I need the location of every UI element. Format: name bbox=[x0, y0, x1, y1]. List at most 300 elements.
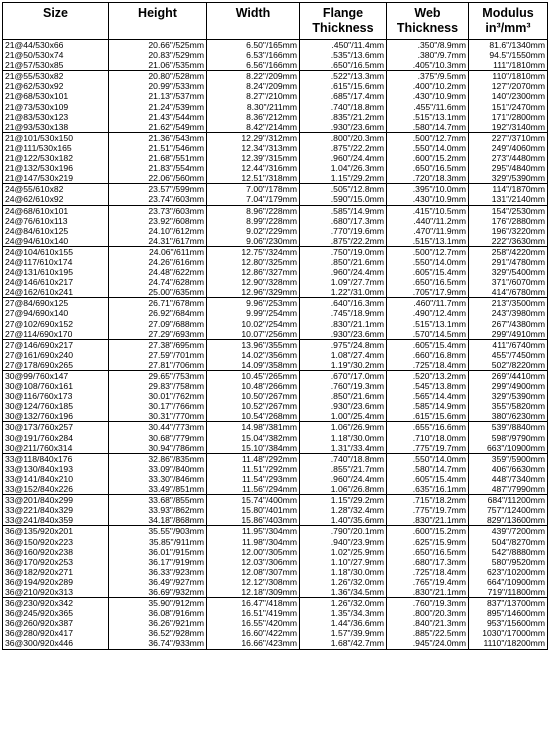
size-cell: 24@94/610x140 bbox=[3, 236, 109, 247]
height-cell: 34.18"/868mm bbox=[109, 515, 207, 526]
modulus-cell: 664"/10900mm bbox=[469, 577, 548, 587]
size-cell: 24@162/610x241 bbox=[3, 287, 109, 298]
flange-thickness-cell: 1.44"/36.6mm bbox=[300, 618, 387, 628]
table-row bbox=[3, 257, 548, 267]
flange-thickness-cell: .875"/22.2mm bbox=[300, 236, 387, 247]
web-thickness-cell: .515"/13.1mm bbox=[387, 319, 469, 329]
modulus-cell: 542"/8880mm bbox=[469, 547, 548, 557]
web-thickness-cell: .440"/11.2mm bbox=[387, 216, 469, 226]
header-height bbox=[109, 3, 207, 40]
size-cell: 33@141/840x210 bbox=[3, 474, 109, 484]
width-cell: 11.51"/292mm bbox=[207, 464, 300, 474]
height-cell: 33.49"/851mm bbox=[109, 484, 207, 495]
table-row bbox=[3, 371, 548, 382]
web-thickness-cell: .655"/16.6mm bbox=[387, 422, 469, 433]
size-cell: 21@44/530x66 bbox=[3, 40, 109, 51]
web-thickness-cell: .765"/19.4mm bbox=[387, 577, 469, 587]
height-cell: 23.74"/603mm bbox=[109, 194, 207, 205]
flange-thickness-cell: 1.09"/27.7mm bbox=[300, 277, 387, 287]
width-cell: 16.60"/422mm bbox=[207, 628, 300, 638]
web-thickness-cell: .430"/10.9mm bbox=[387, 91, 469, 101]
flange-thickness-cell: 1.15"/29.2mm bbox=[300, 173, 387, 184]
table-row bbox=[3, 226, 548, 236]
width-cell: 11.98"/304mm bbox=[207, 537, 300, 547]
flange-thickness-cell: .940"/23.9mm bbox=[300, 537, 387, 547]
size-cell: 30@173/760x257 bbox=[3, 422, 109, 433]
height-cell: 24.10"/612mm bbox=[109, 226, 207, 236]
flange-thickness-cell: .680"/17.3mm bbox=[300, 216, 387, 226]
modulus-cell: 114"/1870mm bbox=[469, 184, 548, 195]
table-row bbox=[3, 143, 548, 153]
flange-thickness-cell: 1.68"/42.7mm bbox=[300, 638, 387, 649]
web-thickness-cell: .705"/17.9mm bbox=[387, 287, 469, 298]
flange-thickness-cell: .850"/21.6mm bbox=[300, 257, 387, 267]
width-cell: 13.96"/355mm bbox=[207, 339, 300, 350]
height-cell: 20.99"/533mm bbox=[109, 81, 207, 91]
web-thickness-cell: .395"/10.0mm bbox=[387, 184, 469, 195]
flange-thickness-cell: .800"/20.3mm bbox=[300, 132, 387, 143]
height-cell: 21.13"/537mm bbox=[109, 91, 207, 101]
flange-thickness-cell: 1.10"/27.9mm bbox=[300, 557, 387, 567]
web-thickness-cell: .650"/16.5mm bbox=[387, 547, 469, 557]
flange-thickness-cell: .745"/18.9mm bbox=[300, 308, 387, 318]
modulus-cell: 504"/8270mm bbox=[469, 537, 548, 547]
modulus-cell: 757"/12400mm bbox=[469, 505, 548, 515]
web-thickness-cell: .430"/10.9mm bbox=[387, 194, 469, 205]
height-cell: 36.52"/928mm bbox=[109, 628, 207, 638]
modulus-cell: 94.5"/1550mm bbox=[469, 50, 548, 60]
width-cell: 12.00"/305mm bbox=[207, 547, 300, 557]
header-web-line1: Web bbox=[414, 6, 441, 20]
flange-thickness-cell: 1.18"/30.0mm bbox=[300, 433, 387, 443]
width-cell: 12.29"/312mm bbox=[207, 132, 300, 143]
flange-thickness-cell: .505"/12.8mm bbox=[300, 184, 387, 195]
size-cell: 27@178/690x265 bbox=[3, 360, 109, 371]
height-cell: 30.68"/779mm bbox=[109, 433, 207, 443]
web-thickness-cell: .490"/12.4mm bbox=[387, 308, 469, 318]
table-row bbox=[3, 267, 548, 277]
height-cell: 21.83"/554mm bbox=[109, 163, 207, 173]
table-row bbox=[3, 453, 548, 464]
size-cell: 33@201/840x299 bbox=[3, 495, 109, 506]
width-cell: 12.51"/318mm bbox=[207, 173, 300, 184]
table-body bbox=[3, 40, 548, 650]
modulus-cell: 1030"/17000mm bbox=[469, 628, 548, 638]
height-cell: 27.29"/693mm bbox=[109, 329, 207, 340]
modulus-cell: 227"/3710mm bbox=[469, 132, 548, 143]
beam-spec-table-container bbox=[2, 2, 547, 650]
width-cell: 16.66"/423mm bbox=[207, 638, 300, 649]
web-thickness-cell: .800"/20.3mm bbox=[387, 608, 469, 618]
height-cell: 26.71"/678mm bbox=[109, 298, 207, 309]
flange-thickness-cell: 1.57"/39.9mm bbox=[300, 628, 387, 638]
size-cell: 30@108/760x161 bbox=[3, 381, 109, 391]
size-cell: 36@280/920x417 bbox=[3, 628, 109, 638]
width-cell: 12.90"/328mm bbox=[207, 277, 300, 287]
modulus-cell: 171"/2800mm bbox=[469, 112, 548, 122]
height-cell: 30.44"/773mm bbox=[109, 422, 207, 433]
size-cell: 21@57/530x85 bbox=[3, 60, 109, 71]
web-thickness-cell: .715"/18.2mm bbox=[387, 495, 469, 506]
height-cell: 24.74"/628mm bbox=[109, 277, 207, 287]
flange-thickness-cell: .975"/24.8mm bbox=[300, 339, 387, 350]
modulus-cell: 411"/6740mm bbox=[469, 339, 548, 350]
size-cell: 36@170/920x253 bbox=[3, 557, 109, 567]
flange-thickness-cell: .960"/24.4mm bbox=[300, 267, 387, 277]
modulus-cell: 258"/4220mm bbox=[469, 246, 548, 257]
height-cell: 27.59"/701mm bbox=[109, 350, 207, 360]
modulus-cell: 140"/2300mm bbox=[469, 91, 548, 101]
size-cell: 24@131/610x195 bbox=[3, 267, 109, 277]
width-cell: 11.54"/293mm bbox=[207, 474, 300, 484]
table-row bbox=[3, 422, 548, 433]
modulus-cell: 295"/4840mm bbox=[469, 163, 548, 173]
web-thickness-cell: .550"/14.0mm bbox=[387, 143, 469, 153]
height-cell: 23.57"/599mm bbox=[109, 184, 207, 195]
size-cell: 27@114/690x170 bbox=[3, 329, 109, 340]
width-cell: 12.44"/316mm bbox=[207, 163, 300, 173]
size-cell: 27@84/690x125 bbox=[3, 298, 109, 309]
size-cell: 21@62/530x92 bbox=[3, 81, 109, 91]
flange-thickness-cell: 1.28"/32.4mm bbox=[300, 505, 387, 515]
size-cell: 21@93/530x138 bbox=[3, 122, 109, 133]
height-cell: 30.01"/762mm bbox=[109, 391, 207, 401]
table-row bbox=[3, 277, 548, 287]
web-thickness-cell: .580"/14.7mm bbox=[387, 122, 469, 133]
modulus-cell: 329"/5400mm bbox=[469, 267, 548, 277]
size-cell: 36@182/920x271 bbox=[3, 567, 109, 577]
size-cell: 21@122/530x182 bbox=[3, 153, 109, 163]
table-row bbox=[3, 205, 548, 216]
height-cell: 35.85"/911mm bbox=[109, 537, 207, 547]
flange-thickness-cell: 1.22"/31.0mm bbox=[300, 287, 387, 298]
height-cell: 26.92"/684mm bbox=[109, 308, 207, 318]
table-row bbox=[3, 50, 548, 60]
size-cell: 24@117/610x174 bbox=[3, 257, 109, 267]
table-row bbox=[3, 350, 548, 360]
height-cell: 36.01"/915mm bbox=[109, 547, 207, 557]
height-cell: 36.74"/933mm bbox=[109, 638, 207, 649]
web-thickness-cell: .680"/17.3mm bbox=[387, 557, 469, 567]
height-cell: 20.83"/529mm bbox=[109, 50, 207, 60]
table-row bbox=[3, 381, 548, 391]
table-row bbox=[3, 598, 548, 609]
modulus-cell: 719"/11800mm bbox=[469, 587, 548, 598]
size-cell: 24@104/610x155 bbox=[3, 246, 109, 257]
web-thickness-cell: .840"/21.3mm bbox=[387, 618, 469, 628]
width-cell: 10.54"/268mm bbox=[207, 411, 300, 422]
web-thickness-cell: .710"/18.0mm bbox=[387, 433, 469, 443]
width-cell: 9.02"/229mm bbox=[207, 226, 300, 236]
table-row bbox=[3, 495, 548, 506]
size-cell: 30@116/760x173 bbox=[3, 391, 109, 401]
table-row bbox=[3, 112, 548, 122]
web-thickness-cell: .580"/14.7mm bbox=[387, 464, 469, 474]
height-cell: 32.86"/835mm bbox=[109, 453, 207, 464]
height-cell: 22.06"/560mm bbox=[109, 173, 207, 184]
flange-thickness-cell: .685"/17.4mm bbox=[300, 91, 387, 101]
table-row bbox=[3, 360, 548, 371]
table-row bbox=[3, 618, 548, 628]
modulus-cell: 154"/2530mm bbox=[469, 205, 548, 216]
table-row bbox=[3, 474, 548, 484]
size-cell: 21@101/530x150 bbox=[3, 132, 109, 143]
size-cell: 33@241/840x359 bbox=[3, 515, 109, 526]
modulus-cell: 371"/6070mm bbox=[469, 277, 548, 287]
table-row bbox=[3, 122, 548, 133]
table-row bbox=[3, 132, 548, 143]
table-row bbox=[3, 577, 548, 587]
size-cell: 21@55/530x82 bbox=[3, 71, 109, 82]
web-thickness-cell: .550"/14.0mm bbox=[387, 257, 469, 267]
flange-thickness-cell: 1.26"/32.0mm bbox=[300, 577, 387, 587]
height-cell: 36.49"/927mm bbox=[109, 577, 207, 587]
size-cell: 33@118/840x176 bbox=[3, 453, 109, 464]
header-size-label: Size bbox=[42, 6, 68, 20]
table-row bbox=[3, 443, 548, 454]
height-cell: 24.26"/616mm bbox=[109, 257, 207, 267]
modulus-cell: 329"/5390mm bbox=[469, 391, 548, 401]
size-cell: 21@111/530x165 bbox=[3, 143, 109, 153]
size-cell: 33@221/840x329 bbox=[3, 505, 109, 515]
table-row bbox=[3, 60, 548, 71]
size-cell: 24@62/610x92 bbox=[3, 194, 109, 205]
modulus-cell: 273"/4480mm bbox=[469, 153, 548, 163]
table-row bbox=[3, 557, 548, 567]
web-thickness-cell: .650"/16.5mm bbox=[387, 277, 469, 287]
height-cell: 35.55"/903mm bbox=[109, 526, 207, 537]
height-cell: 33.30"/846mm bbox=[109, 474, 207, 484]
modulus-cell: 487"/7990mm bbox=[469, 484, 548, 495]
table-row bbox=[3, 587, 548, 598]
size-cell: 33@130/840x193 bbox=[3, 464, 109, 474]
height-cell: 36.26"/921mm bbox=[109, 618, 207, 628]
web-thickness-cell: .830"/21.1mm bbox=[387, 587, 469, 598]
modulus-cell: 663"/10900mm bbox=[469, 443, 548, 454]
width-cell: 11.48"/292mm bbox=[207, 453, 300, 464]
height-cell: 20.66"/525mm bbox=[109, 40, 207, 51]
flange-thickness-cell: 1.40"/35.6mm bbox=[300, 515, 387, 526]
width-cell: 8.42"/214mm bbox=[207, 122, 300, 133]
modulus-cell: 299"/4910mm bbox=[469, 329, 548, 340]
flange-thickness-cell: 1.04"/26.3mm bbox=[300, 163, 387, 173]
web-thickness-cell: .400"/10.2mm bbox=[387, 81, 469, 91]
modulus-cell: 196"/3220mm bbox=[469, 226, 548, 236]
web-thickness-cell: .605"/15.4mm bbox=[387, 267, 469, 277]
modulus-cell: 539"/8840mm bbox=[469, 422, 548, 433]
table-row bbox=[3, 638, 548, 649]
flange-thickness-cell: .590"/15.0mm bbox=[300, 194, 387, 205]
height-cell: 33.93"/862mm bbox=[109, 505, 207, 515]
width-cell: 12.80"/325mm bbox=[207, 257, 300, 267]
width-cell: 7.04"/179mm bbox=[207, 194, 300, 205]
flange-thickness-cell: .740"/18.8mm bbox=[300, 102, 387, 112]
width-cell: 11.56"/294mm bbox=[207, 484, 300, 495]
size-cell: 24@76/610x113 bbox=[3, 216, 109, 226]
header-flange-line2: Thickness bbox=[312, 21, 374, 35]
table-row bbox=[3, 547, 548, 557]
size-cell: 36@260/920x387 bbox=[3, 618, 109, 628]
web-thickness-cell: .605"/15.4mm bbox=[387, 339, 469, 350]
width-cell: 12.03"/306mm bbox=[207, 557, 300, 567]
size-cell: 36@150/920x223 bbox=[3, 537, 109, 547]
height-cell: 20.80"/528mm bbox=[109, 71, 207, 82]
flange-thickness-cell: .875"/22.2mm bbox=[300, 143, 387, 153]
header-height-label: Height bbox=[138, 6, 177, 20]
size-cell: 21@68/530x101 bbox=[3, 91, 109, 101]
modulus-cell: 355"/5820mm bbox=[469, 401, 548, 411]
flange-thickness-cell: .960"/24.4mm bbox=[300, 153, 387, 163]
size-cell: 36@135/920x201 bbox=[3, 526, 109, 537]
web-thickness-cell: .455"/11.6mm bbox=[387, 102, 469, 112]
height-cell: 33.09"/840mm bbox=[109, 464, 207, 474]
modulus-cell: 267"/4380mm bbox=[469, 319, 548, 329]
web-thickness-cell: .635"/16.1mm bbox=[387, 484, 469, 495]
height-cell: 23.92"/608mm bbox=[109, 216, 207, 226]
flange-thickness-cell: .770"/19.6mm bbox=[300, 226, 387, 236]
width-cell: 12.18"/309mm bbox=[207, 587, 300, 598]
web-thickness-cell: .515"/13.1mm bbox=[387, 112, 469, 122]
flange-thickness-cell: 1.15"/29.2mm bbox=[300, 495, 387, 506]
width-cell: 12.86"/327mm bbox=[207, 267, 300, 277]
modulus-cell: 176"/2880mm bbox=[469, 216, 548, 226]
web-thickness-cell: .720"/18.3mm bbox=[387, 173, 469, 184]
web-thickness-cell: .565"/14.4mm bbox=[387, 391, 469, 401]
modulus-cell: 895"/14600mm bbox=[469, 608, 548, 618]
width-cell: 14.02"/356mm bbox=[207, 350, 300, 360]
flange-thickness-cell: .740"/18.8mm bbox=[300, 453, 387, 464]
web-thickness-cell: .515"/13.1mm bbox=[387, 236, 469, 247]
height-cell: 36.17"/919mm bbox=[109, 557, 207, 567]
modulus-cell: 502"/8220mm bbox=[469, 360, 548, 371]
header-flange-line1: Flange bbox=[322, 6, 364, 20]
modulus-cell: 222"/3630mm bbox=[469, 236, 548, 247]
table-row bbox=[3, 173, 548, 184]
web-thickness-cell: .415"/10.5mm bbox=[387, 205, 469, 216]
size-cell: 21@50/530x74 bbox=[3, 50, 109, 60]
size-cell: 27@161/690x240 bbox=[3, 350, 109, 360]
size-cell: 30@132/760x196 bbox=[3, 411, 109, 422]
header-modulus-line1: Modulus bbox=[482, 6, 534, 20]
size-cell: 27@94/690x140 bbox=[3, 308, 109, 318]
modulus-cell: 131"/2140mm bbox=[469, 194, 548, 205]
size-cell: 24@68/610x101 bbox=[3, 205, 109, 216]
size-cell: 36@300/920x446 bbox=[3, 638, 109, 649]
width-cell: 9.96"/253mm bbox=[207, 298, 300, 309]
modulus-cell: 329"/5390mm bbox=[469, 173, 548, 184]
table-row bbox=[3, 319, 548, 329]
flange-thickness-cell: 1.00"/25.4mm bbox=[300, 411, 387, 422]
height-cell: 27.09"/688mm bbox=[109, 319, 207, 329]
width-cell: 10.45"/265mm bbox=[207, 371, 300, 382]
table-row bbox=[3, 391, 548, 401]
flange-thickness-cell: 1.18"/30.0mm bbox=[300, 567, 387, 577]
beam-spec-table bbox=[2, 2, 548, 650]
header-web-thickness bbox=[387, 3, 469, 40]
size-cell: 30@99/760x147 bbox=[3, 371, 109, 382]
web-thickness-cell: .570"/14.5mm bbox=[387, 329, 469, 340]
flange-thickness-cell: .750"/19.0mm bbox=[300, 246, 387, 257]
web-thickness-cell: .550"/14.0mm bbox=[387, 453, 469, 464]
size-cell: 21@132/530x196 bbox=[3, 163, 109, 173]
table-row bbox=[3, 153, 548, 163]
modulus-cell: 243"/3980mm bbox=[469, 308, 548, 318]
height-cell: 36.08"/916mm bbox=[109, 608, 207, 618]
width-cell: 15.80"/401mm bbox=[207, 505, 300, 515]
web-thickness-cell: .350"/8.9mm bbox=[387, 40, 469, 51]
width-cell: 12.75"/324mm bbox=[207, 246, 300, 257]
flange-thickness-cell: .585"/14.9mm bbox=[300, 205, 387, 216]
modulus-cell: 299"/4900mm bbox=[469, 381, 548, 391]
width-cell: 10.48"/266mm bbox=[207, 381, 300, 391]
web-thickness-cell: .775"/19.7mm bbox=[387, 443, 469, 454]
modulus-cell: 455"/7450mm bbox=[469, 350, 548, 360]
height-cell: 21.06"/535mm bbox=[109, 60, 207, 71]
table-row bbox=[3, 339, 548, 350]
flange-thickness-cell: .850"/21.6mm bbox=[300, 391, 387, 401]
height-cell: 29.65"/753mm bbox=[109, 371, 207, 382]
height-cell: 27.81"/706mm bbox=[109, 360, 207, 371]
flange-thickness-cell: .760"/19.3mm bbox=[300, 381, 387, 391]
modulus-cell: 953"/15600mm bbox=[469, 618, 548, 628]
width-cell: 11.95"/304mm bbox=[207, 526, 300, 537]
width-cell: 12.39"/315mm bbox=[207, 153, 300, 163]
height-cell: 30.31"/770mm bbox=[109, 411, 207, 422]
web-thickness-cell: .615"/15.6mm bbox=[387, 411, 469, 422]
flange-thickness-cell: 1.19"/30.2mm bbox=[300, 360, 387, 371]
size-cell: 27@146/690x217 bbox=[3, 339, 109, 350]
width-cell: 6.50"/165mm bbox=[207, 40, 300, 51]
width-cell: 15.86"/403mm bbox=[207, 515, 300, 526]
modulus-cell: 380"/6230mm bbox=[469, 411, 548, 422]
height-cell: 24.48"/622mm bbox=[109, 267, 207, 277]
web-thickness-cell: .725"/18.4mm bbox=[387, 567, 469, 577]
modulus-cell: 837"/13700mm bbox=[469, 598, 548, 609]
modulus-cell: 598"/9790mm bbox=[469, 433, 548, 443]
table-row bbox=[3, 91, 548, 101]
width-cell: 9.06"/230mm bbox=[207, 236, 300, 247]
height-cell: 30.94"/786mm bbox=[109, 443, 207, 454]
width-cell: 8.99"/228mm bbox=[207, 216, 300, 226]
table-row bbox=[3, 194, 548, 205]
size-cell: 21@147/530x219 bbox=[3, 173, 109, 184]
width-cell: 6.56"/166mm bbox=[207, 60, 300, 71]
width-cell: 14.98"/381mm bbox=[207, 422, 300, 433]
width-cell: 10.02"/254mm bbox=[207, 319, 300, 329]
flange-thickness-cell: .960"/24.4mm bbox=[300, 474, 387, 484]
flange-thickness-cell: .650"/16.5mm bbox=[300, 60, 387, 71]
table-row bbox=[3, 40, 548, 51]
width-cell: 12.12"/308mm bbox=[207, 577, 300, 587]
height-cell: 36.69"/932mm bbox=[109, 587, 207, 598]
table-row bbox=[3, 484, 548, 495]
flange-thickness-cell: .790"/20.1mm bbox=[300, 526, 387, 537]
width-cell: 10.52"/267mm bbox=[207, 401, 300, 411]
flange-thickness-cell: .930"/23.6mm bbox=[300, 401, 387, 411]
table-row bbox=[3, 102, 548, 112]
modulus-cell: 359"/5900mm bbox=[469, 453, 548, 464]
table-row bbox=[3, 308, 548, 318]
web-thickness-cell: .600"/15.2mm bbox=[387, 526, 469, 537]
flange-thickness-cell: .535"/13.6mm bbox=[300, 50, 387, 60]
web-thickness-cell: .945"/24.0mm bbox=[387, 638, 469, 649]
height-cell: 21.24"/539mm bbox=[109, 102, 207, 112]
width-cell: 7.00"/178mm bbox=[207, 184, 300, 195]
size-cell: 30@211/760x314 bbox=[3, 443, 109, 454]
height-cell: 21.43"/544mm bbox=[109, 112, 207, 122]
width-cell: 15.04"/382mm bbox=[207, 433, 300, 443]
flange-thickness-cell: .930"/23.6mm bbox=[300, 329, 387, 340]
